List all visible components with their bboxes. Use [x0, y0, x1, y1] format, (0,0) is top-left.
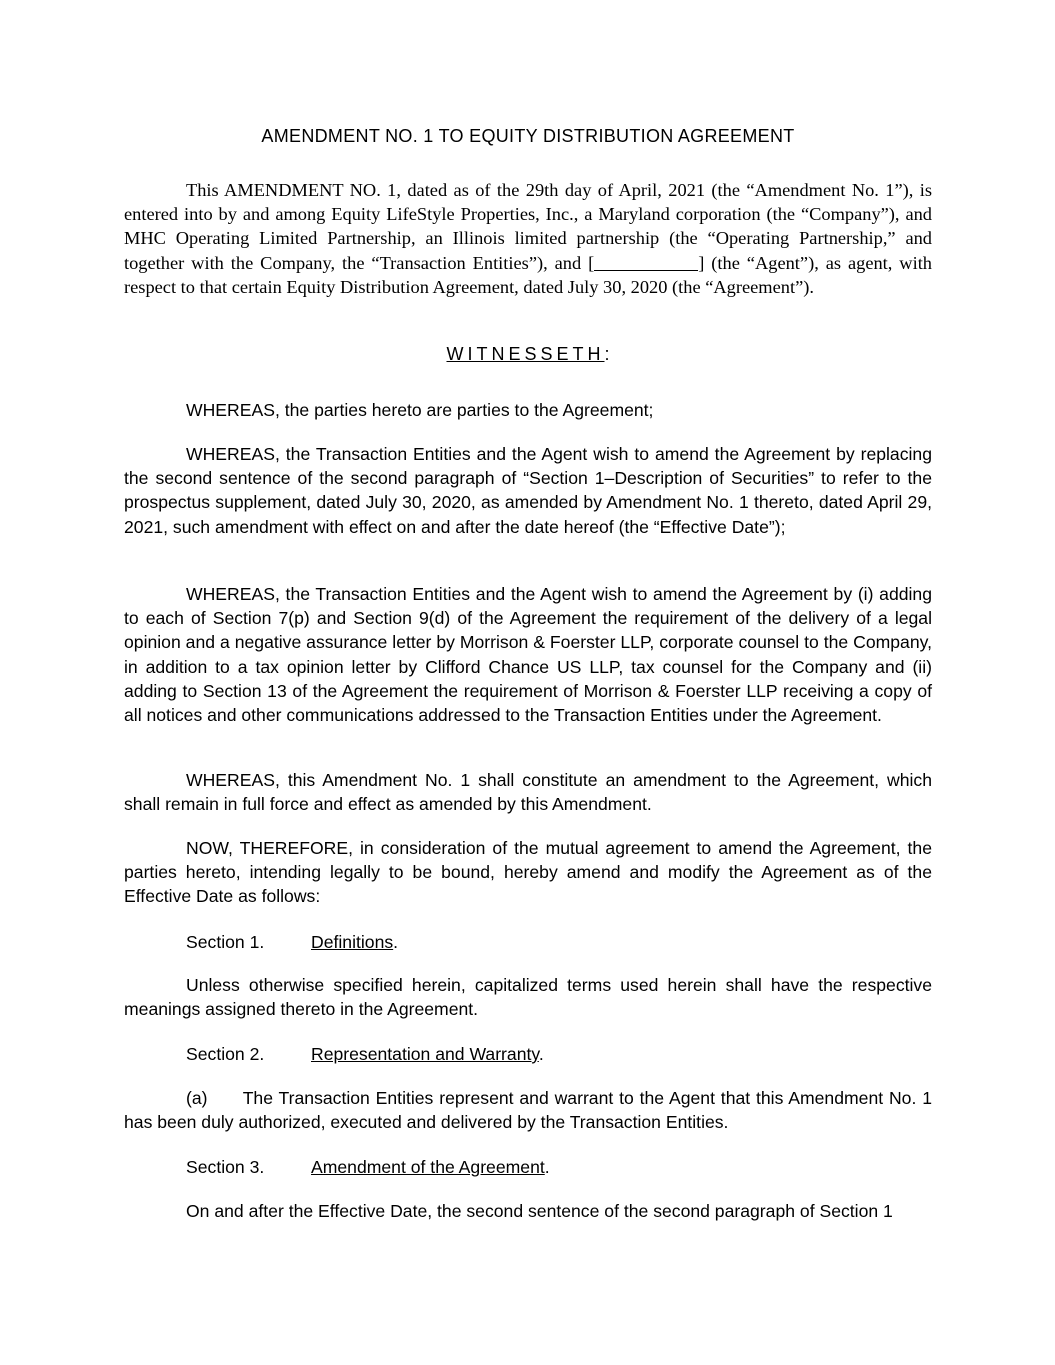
section-3-heading — [186, 1155, 550, 1179]
section-3-body: On and after the Effective Date, the second sentence of the second paragraph of Section 1 — [186, 1201, 893, 1221]
whereas-paragraph-3: WHEREAS, the Transaction Entities and the Agent wish to amend the Agreement by (i) adding to each of Section 7(p) and Section 9(d) of the Agreement the requirement of the delivery of a legal opinion and a negative assurance letter by Morrison & Foerster LLP, corporate counsel to the Company, in addition to a tax opinion letter by Clifford Chance US LLP, tax counsel for the Company and (ii) adding to Section 13 of the Agreement the requirement of Morrison & Foerster LLP receiving a copy of all notices and other communications addressed to the Transaction Entities under the Agreement. — [124, 584, 932, 726]
section-3-title: Amendment of the Agreement — [311, 1157, 545, 1177]
witnesseth-text: WITNESSETH — [446, 344, 605, 364]
section-1-period: . — [393, 932, 399, 952]
agent-name-blank — [594, 254, 698, 271]
whereas-paragraph-2: WHEREAS, the Transaction Entities and the Agent wish to amend the Agreement by replacing the second sentence of the second paragraph of “Section 1–Description of Securities” to refer to the prospectus supplement, dated July 30, 2020, as amended by Amendment No. 1 thereto, dated April 29, 2021, such amendment with effect on and after the date hereof (the “Effective Date”); — [124, 444, 932, 537]
intro-text-part2: (the “Agent”), as agent, with respect to that certain Equity Distribution Agreement, dated July 30, 2020 (the “Agreement”). — [124, 252, 932, 297]
section-2-period: . — [538, 1044, 544, 1064]
section-1-heading — [186, 930, 398, 954]
section-3-number: Section 3. — [186, 1157, 265, 1177]
section-2-heading — [186, 1042, 544, 1066]
intro-paragraph — [124, 178, 932, 299]
witnesseth-colon: : — [604, 344, 610, 364]
whereas-paragraph-4: WHEREAS, this Amendment No. 1 shall constitute an amendment to the Agreement, which shall remain in full force and effect as amended by this Amendment. — [124, 770, 932, 815]
section-2-number: Section 2. — [186, 1044, 265, 1064]
section-1-body: Unless otherwise specified herein, capitalized terms used herein shall have the respective meanings assigned thereto in the Agreement. — [124, 975, 932, 1020]
agent-bracket-open: [ — [588, 252, 595, 273]
witnesseth-heading — [124, 344, 932, 365]
section-2-body: (a) The Transaction Entities represent and warrant to the Agent that this Amendment No. 1 has been duly authorized, executed and delivered by the Transaction Entities. — [124, 1088, 932, 1133]
section-1-number: Section 1. — [186, 932, 265, 952]
document-title: AMENDMENT NO. 1 TO EQUITY DISTRIBUTION AGREEMENT — [261, 126, 795, 146]
now-therefore-paragraph: NOW, THEREFORE, in consideration of the mutual agreement to amend the Agreement, the parties hereto, intending legally to be bound, hereby amend and modify the Agreement as of the Effective Date as follows: — [124, 838, 932, 907]
intro-text-part1: This AMENDMENT NO. 1, dated as of the 29th day of April, 2021 (the “Amendment No. 1”), is entered into by and among Equity LifeStyle Properties, Inc., a Maryland corporation (the “Company”), and MHC Operating Limited Partnership, an Illinois limited partnership (the “Operating Partnership,” and together with the Company, the “Transaction Entities”), and — [124, 180, 932, 273]
agent-bracket-close: ] — [698, 252, 705, 273]
whereas-paragraph-1: WHEREAS, the parties hereto are parties to the Agreement; — [186, 400, 654, 420]
section-2-title: Representation and Warranty — [311, 1044, 539, 1064]
section-1-title: Definitions — [311, 932, 394, 952]
section-3-period: . — [544, 1157, 550, 1177]
